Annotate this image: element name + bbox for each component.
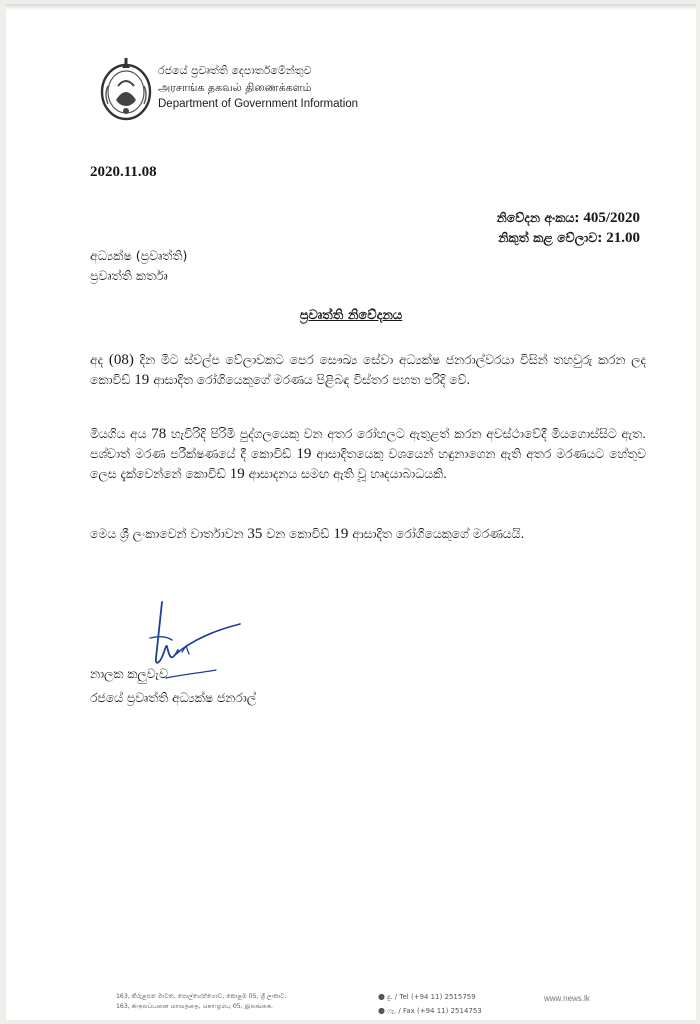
p1-number-2: 19 [134,372,150,388]
p2-text-a: මියගිය අය [90,427,152,441]
notice-number-line [497,208,640,228]
p3-number-1: 35 [247,526,263,542]
national-emblem-icon [98,56,154,122]
footer-address [116,992,287,1012]
org-name-english: Department of Government Information [158,98,359,110]
p2-text-c: ආසාදිතයෙකු වශයෙන් හඳුනාගෙන ඇති අතර මරණයට හේතුව ලෙස දැක්වෙන්නේ කොවිඩ් [90,447,647,481]
footer-contacts [378,990,482,1018]
phone-icon: ● [378,992,385,1001]
org-name-sinhala: රජයේ ප්‍රවෘත්ති දෙපාර්තමේන්තුව [158,64,312,77]
p1-number-1: (08) [108,352,134,368]
notice-number-label: නිවේදන අංකය: [496,210,580,225]
notice-number: 405/2020 [583,210,640,226]
p2-number-1: 78 [151,426,167,442]
footer-website[interactable]: www.news.lk [544,994,590,1003]
reference-block [497,208,640,248]
p3-text-a: මෙය ශ්‍රී ලංකාවෙන් වාර්තාවන [90,527,248,541]
p2-text-b: හැවිරිදි පිරිමි පුද්ගලයෙකු වන අතර රෝහලට ඇතුළත් කරන අවස්ථාවේදී මියගොස්සිට ඇත. පශ්චාත් මරණ පරීක්ෂණයේ දී කොවිඩ් [90,427,646,461]
footer-fax-line [378,1004,482,1018]
phone-label: දු. / Tel [387,993,409,1001]
paragraph-3 [90,524,646,544]
document-date: 2020.11.08 [90,164,157,180]
page-edge-shadow [6,4,696,10]
p1-text-a: අද [90,353,109,367]
signer-block [90,662,256,710]
footer-address-sinhala: 163, කිරුළපන මාවත, පොල්හේන්ගොඩ, කොළඹ 05, ශ්‍රී ලංකාව. [116,993,287,1000]
p3-number-2: 19 [333,526,349,542]
p2-number-2: 19 [296,446,312,462]
issue-time-line [497,228,640,248]
fax-number: (+94 11) 2514753 [417,1007,482,1015]
p1-text-b: දින මීට ස්වල්ප වේලාවකට පෙර සෞඛ්‍ය සේවා අධ්‍යක්ෂ ජනරාල්වරයා විසින් තහවුරු කරන ලද කොවිඩ් [90,353,646,387]
footer-phone-line [378,990,482,1004]
notice-heading-wrap [6,304,696,323]
p3-text-b: වන කොවිඩ් [262,527,334,541]
paragraph-2 [90,424,646,484]
fax-label: ෆැ. / Fax [387,1007,415,1015]
signer-name: නාලක කලුවැව [90,667,168,681]
p3-text-c: ආසාදිත රෝගියෙකුගේ මරණයයි. [348,527,525,541]
phone-number: (+94 11) 2515759 [410,993,476,1001]
p1-text-c: ආසාදිත රෝගියෙකුගේ මරණය පිළිබඳ විස්තර පහත පරිදි වේ. [149,373,471,387]
document-page [6,4,696,1020]
recipient-line-1: අධ්‍යක්ෂ (ප්‍රවෘත්ති) [90,248,188,263]
recipient-block [90,246,187,286]
signer-title: රජයේ ප්‍රවෘත්ති අධ්‍යක්ෂ ජනරාල් [90,691,257,705]
notice-heading: ප්‍රවෘත්ති නිවේදනය [299,308,403,323]
p2-text-d: ආසාදනය සමඟ ඇති වූ හෘදයාබාධයකි. [244,467,448,481]
fax-icon: ● [378,1006,385,1015]
recipient-line-2: ප්‍රවෘත්ති කර්තෘ [90,268,168,283]
paragraph-1 [90,350,646,390]
footer-address-tamil: 163, கிருலப்பனை மாவத்தை, கொழும்பு 05, இலங்கை. [116,1003,274,1010]
issue-time-label: නිකුත් කළ වේලාව: [498,230,603,245]
org-name-tamil: அரசாங்க தகவல் திணைக்களம் [158,81,312,94]
issue-time: 21.00 [606,230,640,246]
organization-names [158,62,398,113]
p2-number-3: 19 [229,466,245,482]
